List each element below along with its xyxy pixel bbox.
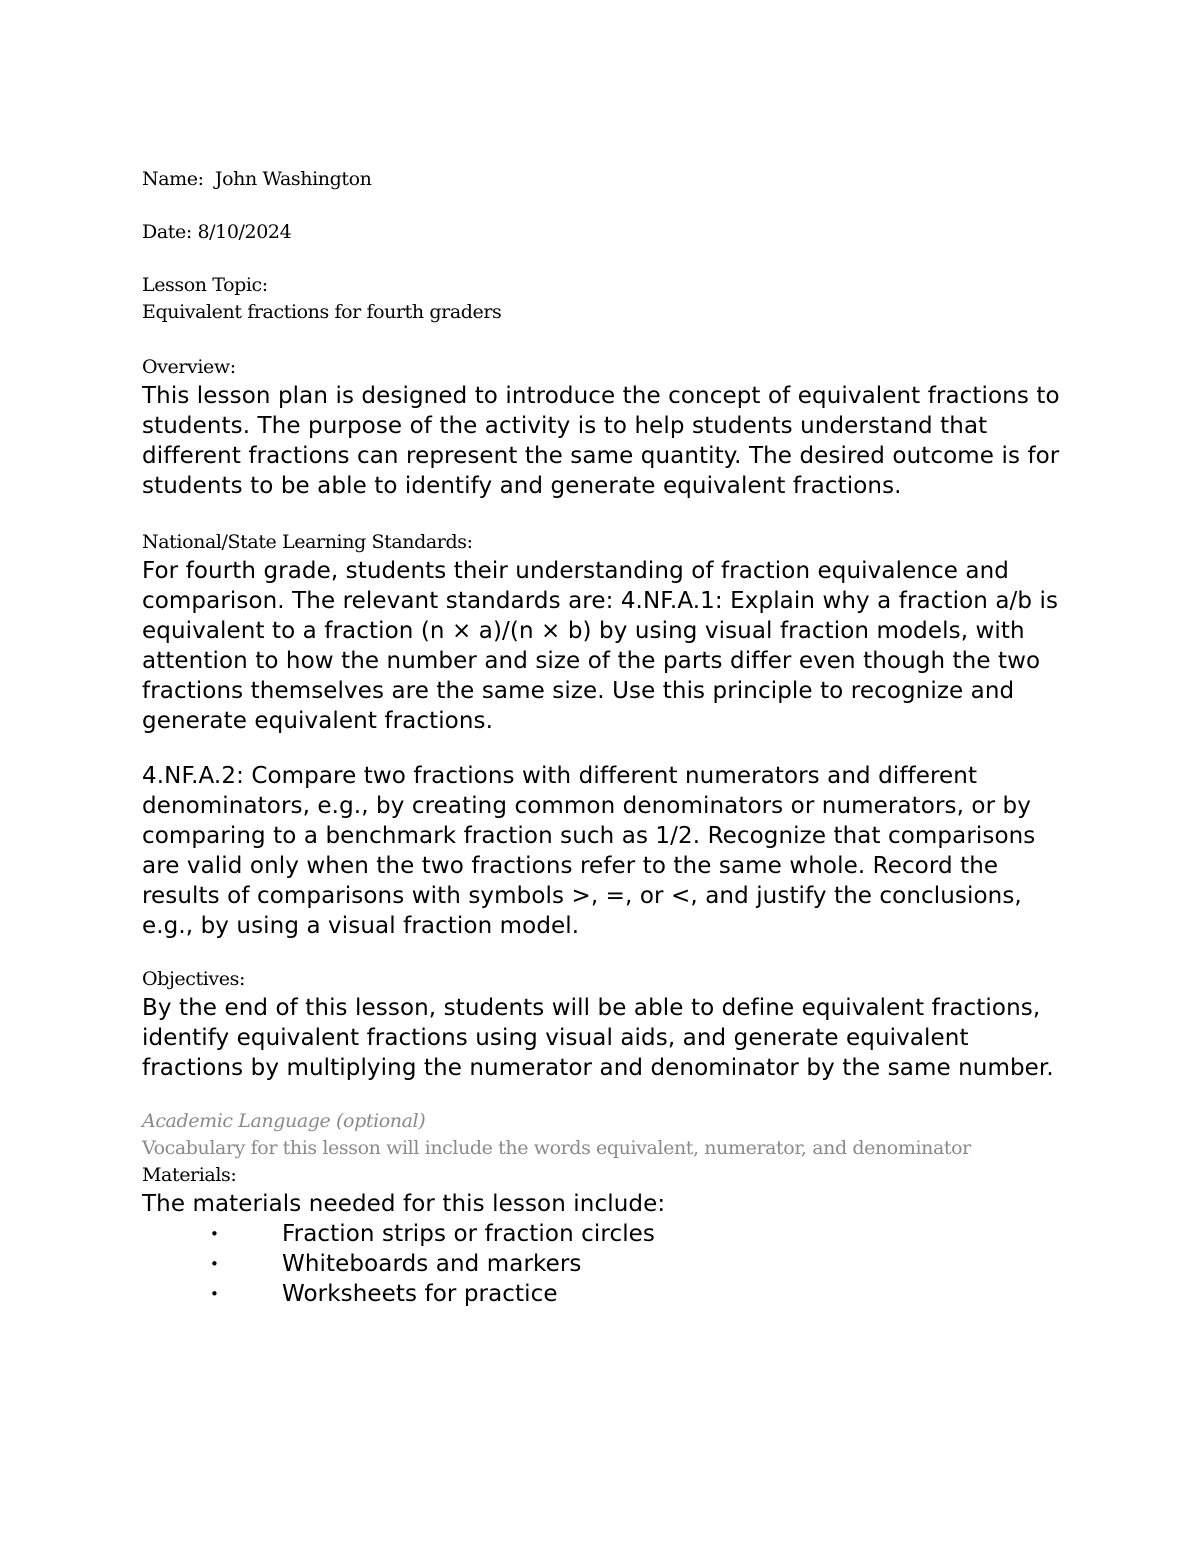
standards-paragraph-2: 4.NF.A.2: Compare two fractions with different numerators and different denominators, e.g., by creating common denominators or numerators, or by comparing to a benchmark fraction such as 1/2. Recognize that comparisons are valid only when the two fractions refer to the same whole. Record the results of comparisons with symbols >, =, or <, and justify the conclusions, e.g., by using a visual fraction model. — [142, 763, 1036, 939]
name-value: John Washington — [214, 168, 372, 190]
name-line — [142, 166, 1072, 193]
standards-heading: National/State Learning Standards: — [142, 531, 473, 553]
bullet-icon: • — [210, 1285, 219, 1303]
bullet-icon: • — [210, 1225, 219, 1243]
materials-item-text: Worksheets for practice — [282, 1281, 558, 1307]
list-item — [142, 1279, 1072, 1309]
academic-language-text: Vocabulary for this lesson will include the words equivalent, numerator, and denominator — [142, 1137, 971, 1159]
objectives-heading: Objectives: — [142, 968, 245, 990]
list-item — [142, 1219, 1072, 1249]
lesson-topic-value: Equivalent fractions for fourth graders — [142, 301, 502, 323]
overview-text: This lesson plan is designed to introduce the concept of equivalent fractions to students. The purpose of the activity is to help students understand that different fractions can represent the same quantity. The desired outcome is for students to be able to identify and generate equivalent fractions. — [142, 383, 1060, 499]
academic-language-heading: Academic Language (optional) — [142, 1110, 426, 1132]
document-page — [142, 166, 1072, 1309]
date-line — [142, 219, 1072, 246]
date-label: Date: — [142, 221, 192, 243]
materials-intro: The materials needed for this lesson include: — [142, 1191, 666, 1217]
name-label: Name: — [142, 168, 204, 190]
date-value: 8/10/2024 — [197, 221, 292, 243]
materials-item-text: Fraction strips or fraction circles — [282, 1221, 656, 1247]
list-item — [142, 1249, 1072, 1279]
overview-heading: Overview: — [142, 356, 236, 378]
objectives-text: By the end of this lesson, students will be able to define equivalent fractions, identify equivalent fractions using visual aids, and generate equivalent fractions by multiplying the numerator and denominator by the same number. — [142, 995, 1054, 1081]
materials-item-text: Whiteboards and markers — [282, 1251, 582, 1277]
materials-heading: Materials: — [142, 1164, 237, 1186]
materials-list — [142, 1219, 1072, 1309]
bullet-icon: • — [210, 1255, 219, 1273]
lesson-topic-heading: Lesson Topic: — [142, 274, 268, 296]
standards-paragraph-1: For fourth grade, students their understanding of fraction equivalence and comparison. The relevant standards are: 4.NF.A.1: Explain why a fraction a/b is equivalent to a fraction (n × a)/(n × b) by using visual fraction models, with attention to how the number and size of the parts differ even though the two fractions themselves are the same size. Use this principle to recognize and generate equivalent fractions. — [142, 558, 1059, 734]
